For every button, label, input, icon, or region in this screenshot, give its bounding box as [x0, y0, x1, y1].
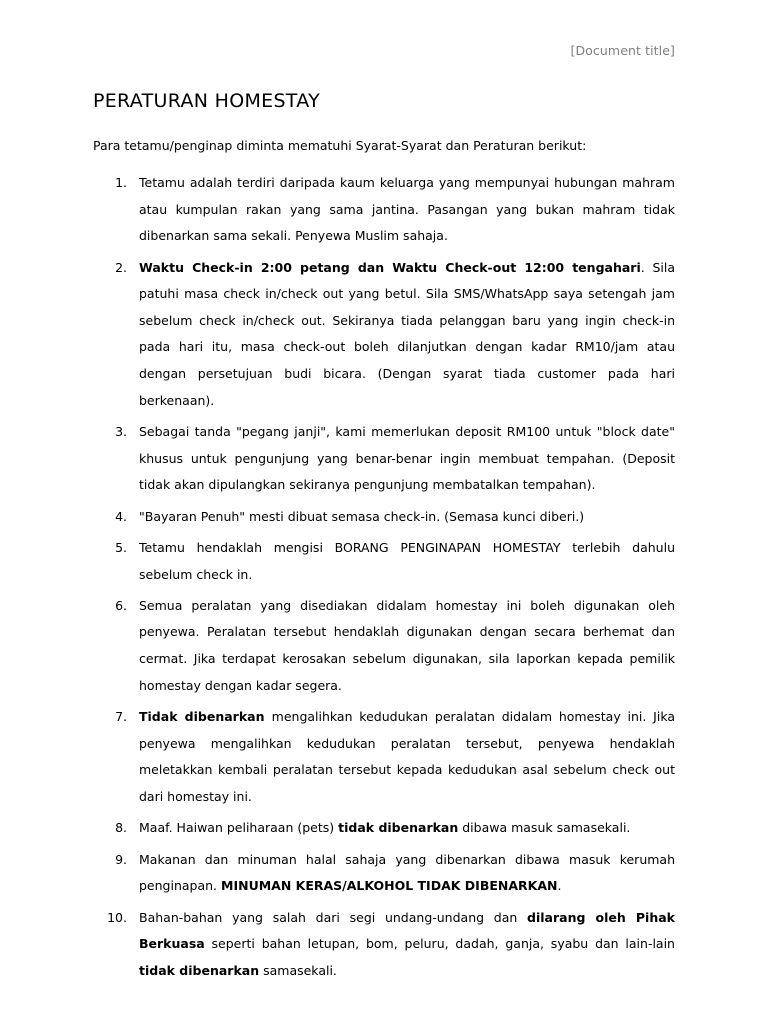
rule-text-segment: seperti bahan letupan, bom, peluru, dadah, ganja, syabu dan lain-lain [204, 936, 675, 952]
rule-item [93, 504, 675, 531]
rule-text [139, 598, 675, 693]
rule-number: 4. [115, 508, 127, 524]
rule-number: 7. [115, 709, 127, 725]
rule-item [93, 255, 675, 415]
rule-item [93, 170, 675, 250]
rule-item [93, 815, 675, 842]
rule-text [139, 509, 584, 524]
rule-text-bold: MINUMAN KERAS/ALKOHOL TIDAK DIBENARKAN [221, 878, 558, 894]
intro-text: Para tetamu/penginap diminta mematuhi Syarat-Syarat dan Peraturan berikut: [93, 138, 587, 153]
rule-number: 6. [115, 597, 127, 613]
rule-text-segment: Tetamu hendaklah mengisi BORANG PENGINAPAN HOMESTAY terlebih dahulu sebelum check in. [139, 539, 675, 582]
rule-text [139, 910, 675, 978]
document-title-placeholder: [Document title] [570, 43, 675, 58]
rule-text [139, 175, 675, 243]
rules-list [93, 170, 675, 989]
rule-item [93, 535, 675, 588]
rule-text-segment: Semua peralatan yang disediakan didalam homestay ini boleh digunakan oleh penyewa. Peralatan tersebut hendaklah digunakan dengan secara berhemat dan cermat. Jika terdapat kerosakan sebelum digunakan, sila laporkan kepada pemilik homestay dengan kadar segera. [139, 597, 675, 693]
rule-text [139, 709, 675, 804]
rule-text-segment: Tetamu adalah terdiri daripada kaum keluarga yang mempunyai hubungan mahram atau kumpulan rakan yang sama jantina. Pasangan yang bukan mahram tidak dibenarkan sama sekali. Penyewa Muslim sahaja. [139, 175, 675, 244]
rule-text [139, 820, 630, 835]
rule-text [139, 424, 675, 492]
rule-text-bold: Tidak dibenarkan [139, 709, 272, 725]
rule-text-segment: dibawa masuk samasekali. [458, 820, 631, 836]
rule-text-segment: Makanan dan minuman halal sahaja yang dibenarkan dibawa masuk kerumah penginapan. [139, 851, 675, 894]
rule-text-bold: dilarang oleh Pihak Berkuasa [139, 909, 675, 952]
rule-number: 2. [115, 259, 127, 275]
rule-text-segment: Bahan-bahan yang salah dari segi undang-undang dan [139, 909, 528, 925]
rule-item [93, 905, 675, 985]
rule-text-bold: tidak dibenarkan [338, 820, 459, 836]
rule-number: 8. [115, 820, 127, 836]
rule-text [139, 540, 675, 582]
rule-number: 3. [115, 423, 127, 439]
page-title: PERATURAN HOMESTAY [93, 90, 320, 112]
rule-text-segment: Maaf. Haiwan peliharaan (pets) [139, 820, 339, 836]
rule-item [93, 847, 675, 900]
rule-text-bold: Waktu Check-in 2:00 petang dan Waktu Check-out 12:00 tengahari [139, 259, 641, 275]
rule-item [93, 419, 675, 499]
rule-item [93, 704, 675, 810]
rule-text-segment: "Bayaran Penuh" mesti dibuat semasa check-in. (Semasa kunci diberi.) [139, 508, 585, 524]
rule-text-bold: tidak dibenarkan [139, 962, 260, 978]
rule-text-segment: . Sila patuhi masa check in/check out yang betul. Sila SMS/WhatsApp saya setengah jam sebelum check in/check out. Sekiranya tiada pelanggan baru yang ingin check-in pada hari itu, masa check-out boleh dilanjutkan dengan kadar RM10/jam atau dengan persetujuan budi bicara. (Dengan syarat tiada customer pada hari berkenaan). [139, 259, 675, 408]
rule-number: 5. [115, 539, 127, 555]
rule-text-segment: Sebagai tanda "pegang janji", kami memerlukan deposit RM100 untuk "block date" khusus untuk pengunjung yang benar-benar ingin membuat tempahan. (Deposit tidak akan dipulangkan sekiranya pengunjung membatalkan tempahan). [139, 423, 675, 493]
rule-text [139, 852, 675, 894]
rule-item [93, 593, 675, 699]
rule-number: 1. [115, 175, 127, 190]
rule-text-segment: samasekali. [259, 962, 337, 978]
rule-text [139, 260, 675, 408]
rule-number: 10. [107, 909, 127, 925]
rule-text-segment: mengalihkan kedudukan peralatan didalam homestay ini. Jika penyewa mengalihkan kedudukan peralatan tersebut, penyewa hendaklah meletakkan kembali peralatan tersebut kepada kedudukan asal sebelum check out dari homestay ini. [139, 709, 675, 804]
rule-number: 9. [115, 851, 127, 867]
rule-text-segment: . [557, 878, 562, 894]
